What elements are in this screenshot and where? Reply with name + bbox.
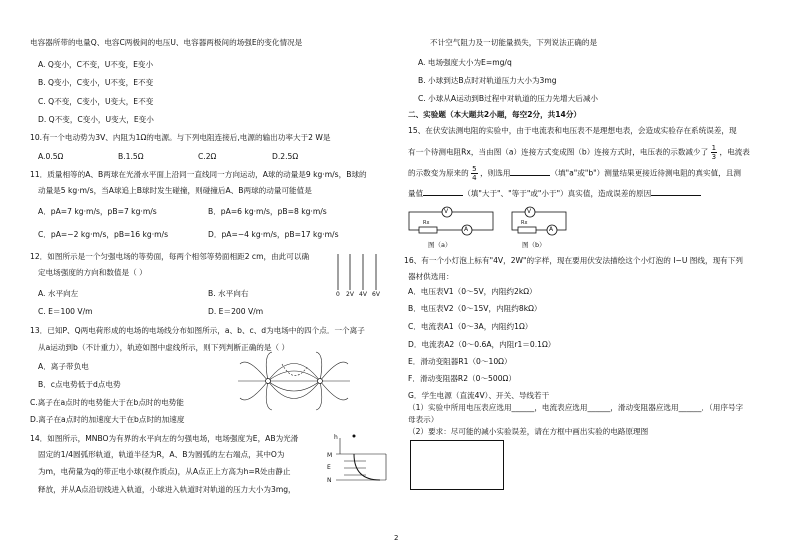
q15-line2-text: 有一个待测电阻Rx，当由图（a）连接方式变成图（b）连接方式时，电压表的示数减少了 — [408, 147, 709, 157]
q12-line2: 定电场强度的方向和数值是（ ） — [38, 268, 147, 277]
section-2-title: 二、实验题（本大题共2小题，每空2分，共14分） — [408, 110, 582, 119]
fig-a-rx-label: Rx — [423, 220, 430, 226]
q15-answer-blank-3[interactable] — [651, 187, 701, 196]
q14-line4: 释放，并从A点沿切线进入轨道，小球进入轨道时对轨道的压力大小为3mg， — [38, 485, 296, 494]
q16-sub1-tail: 母表示） — [408, 415, 439, 424]
q14-option-c: C. 小球从A运动到B过程中对轨道的压力先增大后减小 — [418, 94, 599, 103]
fig-a-a-label: A — [464, 226, 469, 233]
q12-label-0: 0 — [336, 291, 340, 298]
q15-line3: 的示数变为原来的 $\frac{5}{4}$ ，则选用 （填"a"或"b"）测量结果更接近待测电阻的真实值，且测 — [408, 165, 741, 182]
fig-b-caption: 图（b） — [522, 241, 546, 249]
q12-option-a: A. 水平向左 — [38, 289, 79, 298]
q16-item-d: D．电流表A2（0～0.6A，内阻r1＝0.1Ω） — [408, 340, 556, 349]
q13-option-d: D.离子在a点时的加速度大于在b点时的加速度 — [30, 415, 185, 424]
q15-fraction-2: $\frac{5}{4}$ — [472, 165, 477, 182]
circuit-figure-b — [508, 204, 570, 240]
circuit-drawing-box[interactable] — [410, 440, 504, 490]
q14-track-figure — [330, 428, 390, 488]
q14-line3: 为m，电荷量为q的带正电小球(视作质点)，从A点正上方高为h=R处由静止 — [38, 467, 291, 476]
q13-line2: 从a运动到b（不计重力），轨迹如图中虚线所示，则下列判断正确的是（ ） — [38, 343, 290, 352]
q12-label-6v: 6V — [372, 291, 380, 298]
q16-item-b: B．电压表V2（0～15V，内阻约8kΩ） — [408, 304, 542, 313]
q13-option-a: A．离子带负电 — [38, 362, 89, 371]
q11-option-b: B．pA=6 kg·m/s，pB=8 kg·m/s — [208, 207, 327, 216]
q9-option-a: A. Q变小，C不变，U不变，E变小 — [38, 60, 154, 69]
q10-option-b: B.1.5Ω — [118, 152, 144, 161]
page-number: 2 — [394, 534, 399, 542]
q12-label-2v: 2V — [346, 291, 354, 298]
q15-fraction-1: $\frac{1}{3}$ — [711, 144, 717, 161]
q15-line4: 量值 （填"大于"、"等于"或"小于"）真实值，造成误差的原因 — [408, 187, 701, 198]
circuit-figure-a — [405, 204, 499, 240]
q13-line1: 13．已知P、Q两电荷形成的电场的电场线分布如图所示，a、b、c、d为电场中的四个点．一个离子 — [30, 326, 365, 335]
q13-field-lines-figure — [238, 356, 350, 406]
q13-option-c: C.离子在a点时的电势能大于在b点时的电势能 — [30, 398, 184, 407]
q10-option-c: C.2Ω — [198, 152, 217, 161]
q14-label-e: E — [327, 464, 331, 471]
q11-option-c: C．pA=−2 kg·m/s，pB=16 kg·m/s — [38, 230, 169, 239]
q16-sub2: （2）要求：尽可能的减小实验误差，请在方框中画出实验的电路原理图 — [408, 427, 649, 436]
q16-item-c: C．电流表A1（0～3A，内阻约1Ω） — [408, 322, 533, 331]
q15-line1: 15、在伏安法测电阻的实验中，由于电流表和电压表不是理想电表，会造成实验存在系统误差，现 — [408, 126, 737, 135]
q15-line2-tail: ，电流表 — [719, 147, 750, 157]
q14-option-b: B. 小球到达B点时对轨道压力大小为3mg — [418, 76, 557, 85]
q12-line1: 12．如图所示是一个匀强电场的等势面，每两个相邻等势面相距2 cm，由此可以确 — [30, 252, 310, 261]
q10-stem: 10.有一个电动势为3V、内阻为1Ω的电源。与下列电阻连接后,电源的输出功率大于2 W是 — [30, 133, 331, 142]
q14-continued: 不计空气阻力及一切能量损失，下列说法正确的是 — [430, 38, 598, 47]
q9-option-b: B. Q变小，C变小，U不变，E不变 — [38, 78, 154, 87]
q16-item-a: A．电压表V1（0～5V，内阻约2kΩ） — [408, 287, 537, 296]
q16-item-g: G．学生电源（直流4V）、开关、导线若干 — [408, 391, 550, 400]
q14-line1: 14．如图所示，MNBO为有界的水平向左的匀强电场，电场强度为E，AB为光滑 — [30, 434, 299, 443]
q16-item-f: F．滑动变阻器R2（0～500Ω） — [408, 374, 516, 383]
q16-line2: 器材供选用： — [408, 272, 454, 281]
q15-answer-blank-1[interactable] — [510, 167, 550, 176]
q13-option-b: B．c点电势低于d点电势 — [38, 380, 121, 389]
q10-option-a: A.0.5Ω — [38, 152, 64, 161]
fig-b-v-label: V — [527, 208, 532, 215]
q9-stem: 电容器所带的电量Q、电容C两极间的电压U、电容器两极间的场强E的变化情况是 — [30, 38, 303, 47]
q15-answer-blank-2[interactable] — [423, 187, 463, 196]
q14-line2: 固定的1/4圆弧形轨道，轨道半径为R，A、B为圆弧的左右端点，其中O为 — [38, 450, 285, 459]
q16-line1: 16、有一个小灯泡上标有"4V，2W"的字样，现在要用伏安法描绘这个小灯泡的 I−U 图线，现有下列 — [404, 256, 743, 265]
q11-line2: 动量是5 kg·m/s，当A球追上B球时发生碰撞，则碰撞后A、B两球的动量可能值是 — [38, 186, 312, 195]
q9-option-c: C. Q不变，C变小，U变大，E不变 — [38, 97, 154, 106]
q10-option-d: D.2.5Ω — [272, 152, 299, 161]
q12-option-c: C. E＝100 V/m — [38, 307, 93, 316]
q12-label-4v: 4V — [359, 291, 367, 298]
q14-option-a: A. 电场强度大小为E=mg/q — [418, 58, 512, 67]
q15-line2 — [408, 144, 750, 161]
fig-a-caption: 图（a） — [428, 241, 452, 249]
q14-label-m: M — [327, 452, 333, 459]
fig-b-a-label: A — [549, 226, 554, 233]
q11-option-d: D．pA=−4 kg·m/s，pB=17 kg·m/s — [208, 230, 339, 239]
q11-line1: 11．质量相等的A、B两球在光滑水平面上沿同一直线同一方向运动，A球的动量是9 kg·m/s，B球的 — [30, 170, 367, 179]
q14-label-h: h — [334, 434, 338, 441]
q12-option-b: B. 水平向右 — [208, 289, 249, 298]
q11-option-a: A．pA=7 kg·m/s，pB=7 kg·m/s — [38, 207, 157, 216]
q16-sub1: （1）实验中所用电压表应选用______，电流表应选用______，滑动变阻器应选用______．（用序号字 — [408, 403, 744, 412]
q9-option-d: D. Q不变，C变小，U变大，E变小 — [38, 115, 154, 124]
q16-item-e: E．滑动变阻器R1（0～10Ω） — [408, 357, 512, 366]
fig-a-v-label: V — [444, 208, 449, 215]
q12-option-d: D. E＝200 V/m — [208, 307, 264, 316]
fig-b-rx-label: Rx — [521, 220, 528, 226]
q14-label-n: N — [327, 477, 332, 484]
